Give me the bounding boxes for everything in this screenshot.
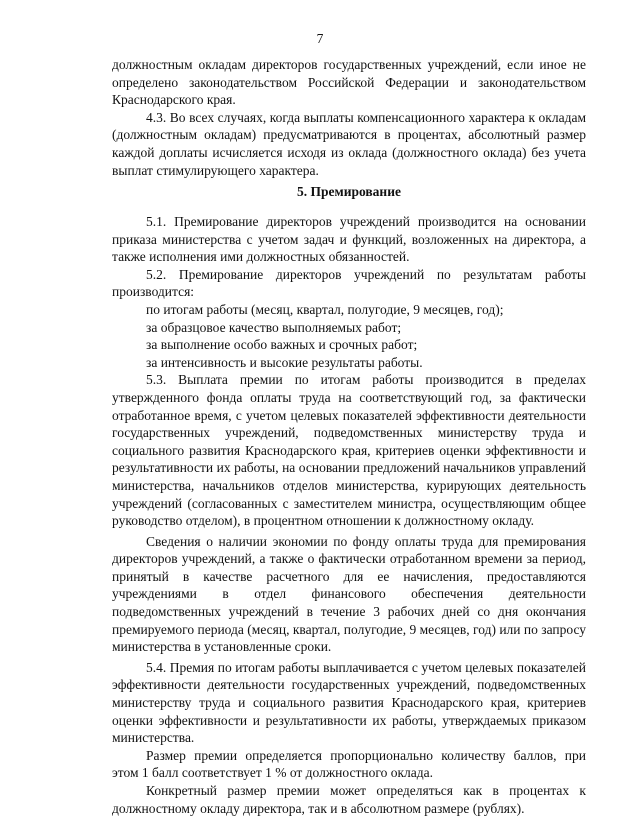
paragraph-5-4: 5.4. Премия по итогам работы выплачивается с учетом целевых показателей эффективности деятельности государственных учреждений, подведомственных министерству труда и социального развития Краснодарского края, критериев оценки эффективности и результативности их работы, утверждаемых приказом министерства. <box>112 659 586 746</box>
section-heading: 5. Премирование <box>297 184 401 199</box>
section-5-text <box>112 213 586 817</box>
criteria-item: за образцовое качество выполняемых работ; <box>146 319 402 335</box>
criteria-item: по итогам работы (месяц, квартал, полугодие, 9 месяцев, год); <box>146 301 504 317</box>
paragraph-economy-info: Сведения о наличии экономии по фонду оплаты труда для премирования директоров учреждений, а также о фактически отработанном времени за период, принятый в качестве расчетного для ее начисления, предоставляются учреждениями в отдел финансового обеспечения деятельности подведомственных учреждений в течение 3 рабочих дней со дня окончания премируемого периода (месяц, квартал, полугодие, 9 месяцев, год) или по запросу министерства в установленные сроки. <box>112 533 587 655</box>
paragraph-4-3: 4.3. Во всех случаях, когда выплаты компенсационного характера к окладам (должностным окладам) предусматриваются в процентах, абсолютный размер каждой доплаты исчисляется исходя из оклада (должностного оклада) без учета выплат стимулирующего характера. <box>112 109 586 178</box>
paragraph-bonus-size: Размер премии определяется пропорционально количеству баллов, при этом 1 балл соответствует 1 % от должностного оклада. <box>112 747 586 781</box>
criteria-item: за выполнение особо важных и срочных работ; <box>146 337 418 353</box>
criteria-item: за интенсивность и высокие результаты работы. <box>146 354 423 370</box>
section-4-text <box>112 56 586 179</box>
paragraph-5-2: 5.2. Премирование директоров учреждений по результатам работы производится: <box>112 266 586 300</box>
page-number: 7 <box>316 31 324 46</box>
paragraph-continuation: должностным окладам директоров государственных учреждений, если иное не определено законодательством Российской Федерации и законодательством Краснодарского края. <box>112 57 586 108</box>
paragraph-5-3: 5.3. Выплата премии по итогам работы производится в пределах утвержденного фонда оплаты труда на соответствующий год, за фактически отработанное время, с учетом целевых показателей эффективности деятельности государственных учреждений, подведомственных министерству труда и социального развития Краснодарского края, критериев оценки эффективности и результативности их работы, на основании предложений начальников управлений министерства, начальников отделов министерства, курирующих деятельность учреждений (согласованных с заместителем министра, осуществляющим общее руководство отделом), в процентном отношении к должностному окладу. <box>112 372 586 529</box>
paragraph-5-1: 5.1. Премирование директоров учреждений производится на основании приказа министерства с учетом задач и функций, возложенных на директора, а также исполнения ими должностных обязанностей. <box>112 214 586 265</box>
section-5-heading-block <box>112 183 586 201</box>
paragraph-bonus-concrete: Конкретный размер премии может определяться как в процентах к должностному окладу директора, так и в абсолютном размере (рублях). <box>112 783 586 816</box>
